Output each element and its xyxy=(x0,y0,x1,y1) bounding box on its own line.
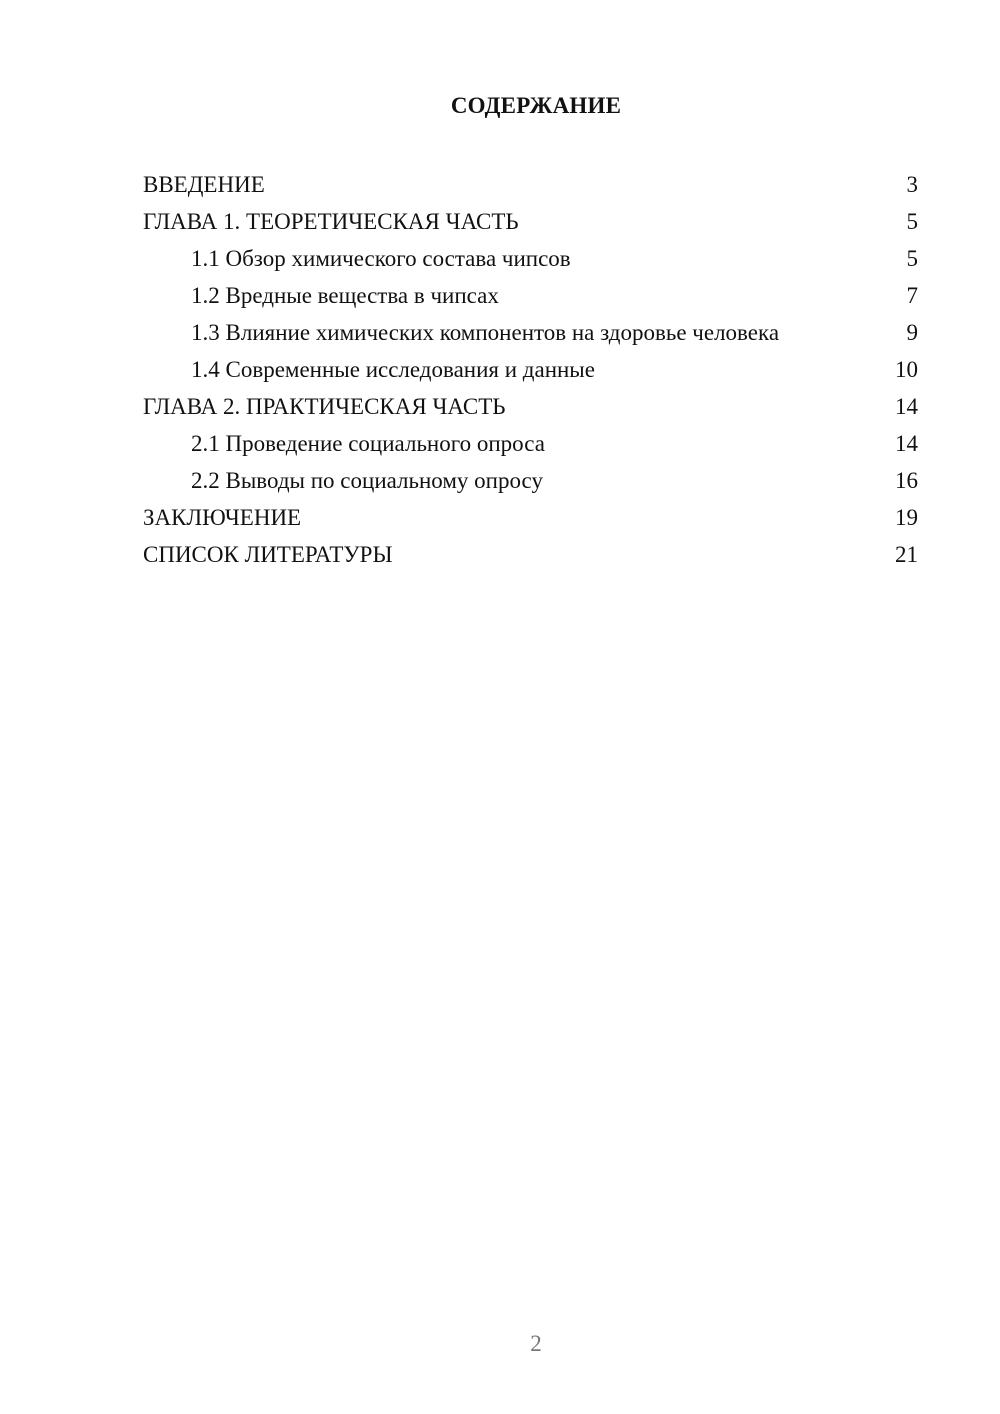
toc-entry-section-2-2[interactable] xyxy=(143,462,918,499)
toc-entry-page: 7 xyxy=(906,283,918,308)
toc-entry-label: 1.3 Влияние химических компонентов на здоровье человека xyxy=(191,320,780,345)
toc-entry-label: 2.2 Выводы по социальному опросу xyxy=(191,468,543,493)
toc-entry-label: 1.2 Вредные вещества в чипсах xyxy=(191,283,499,308)
toc-entry-page: 16 xyxy=(895,468,918,493)
toc-entry-label: СПИСОК ЛИТЕРАТУРЫ xyxy=(143,542,393,567)
toc-entry-section-1-3[interactable] xyxy=(143,314,918,351)
toc-entry-page: 14 xyxy=(895,431,918,456)
toc-entry-conclusion[interactable] xyxy=(143,499,918,536)
toc-entry-label: ЗАКЛЮЧЕНИЕ xyxy=(143,505,302,530)
toc-entry-label: 2.1 Проведение социального опроса xyxy=(191,431,545,456)
toc-entry-page: 10 xyxy=(895,357,918,382)
toc-entry-label: 1.1 Обзор химического состава чипсов xyxy=(191,246,571,271)
toc-entry-page: 5 xyxy=(906,209,918,234)
toc-entry-introduction[interactable] xyxy=(143,166,918,203)
toc-entry-label: 1.4 Современные исследования и данные xyxy=(191,357,595,382)
toc-entry-label: ГЛАВА 1. ТЕОРЕТИЧЕСКАЯ ЧАСТЬ xyxy=(143,209,519,234)
toc-entry-section-2-1[interactable] xyxy=(143,425,918,462)
toc-entry-label: ГЛАВА 2. ПРАКТИЧЕСКАЯ ЧАСТЬ xyxy=(143,394,506,419)
toc-entry-section-1-2[interactable] xyxy=(143,277,918,314)
toc-entry-page: 19 xyxy=(895,505,918,530)
toc-entry-section-1-4[interactable] xyxy=(143,351,918,388)
page-number: 2 xyxy=(530,1331,542,1356)
toc-entry-label: ВВЕДЕНИЕ xyxy=(143,172,265,197)
table-of-contents xyxy=(143,166,918,573)
toc-entry-page: 3 xyxy=(906,172,918,197)
toc-entry-page: 14 xyxy=(895,394,918,419)
toc-entry-chapter-2[interactable] xyxy=(143,388,918,425)
toc-entry-references[interactable] xyxy=(143,536,918,573)
toc-entry-page: 9 xyxy=(906,320,918,345)
toc-title: СОДЕРЖАНИЕ xyxy=(450,93,622,118)
toc-entry-page: 5 xyxy=(906,246,918,271)
toc-entry-chapter-1[interactable] xyxy=(143,203,918,240)
toc-entry-page: 21 xyxy=(895,542,918,567)
toc-entry-section-1-1[interactable] xyxy=(143,240,918,277)
